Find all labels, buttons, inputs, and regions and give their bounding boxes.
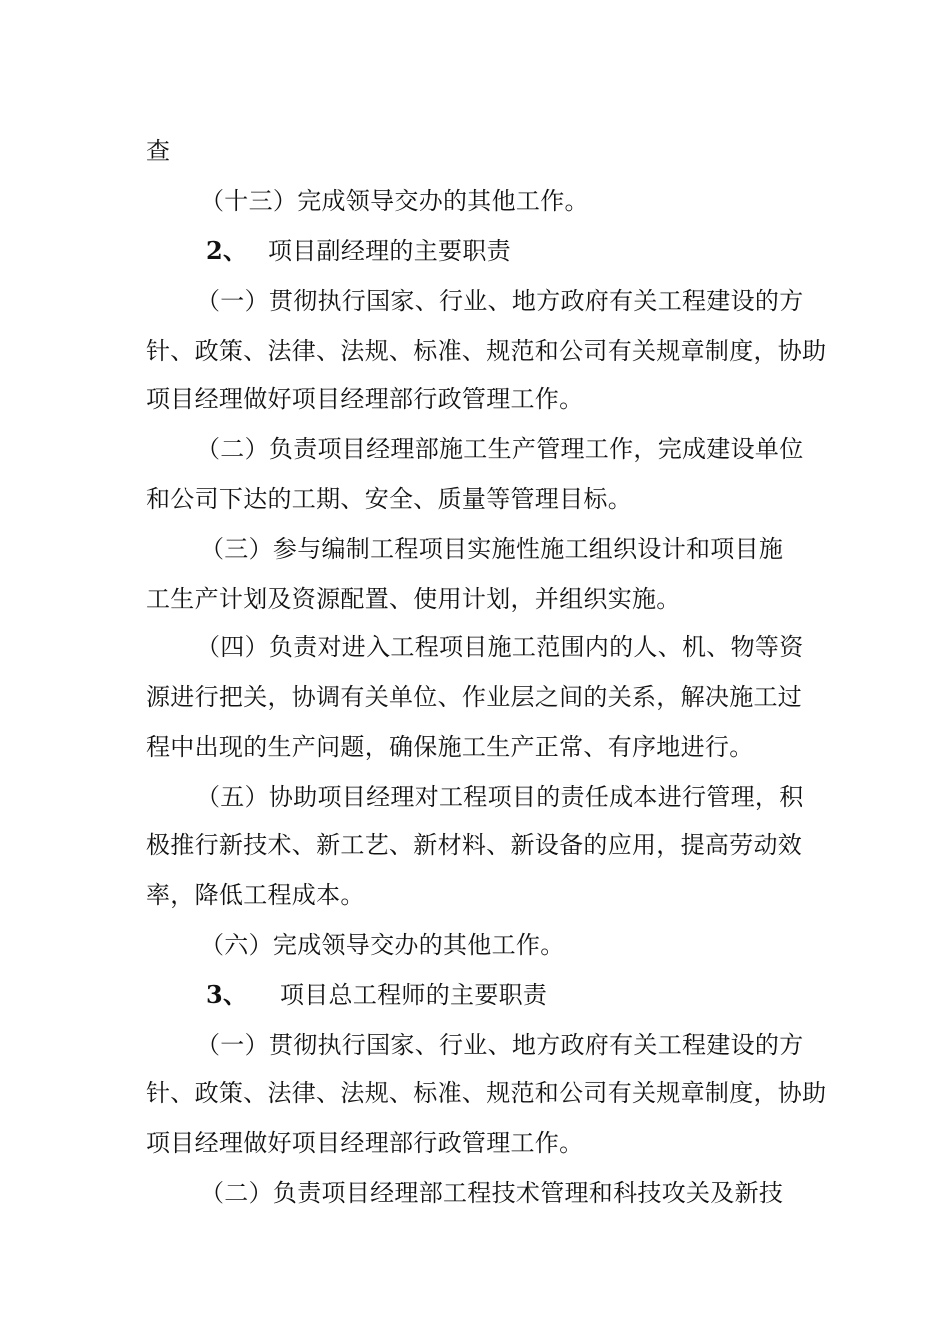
section-title: 项目副经理的主要职责 <box>267 237 511 265</box>
text-line: （六）完成领导交办的其他工作。 <box>200 931 565 959</box>
text-line: 和公司下达的工期、安全、质量等管理目标。 <box>146 485 632 513</box>
text-line: 项目经理做好项目经理部行政管理工作。 <box>146 385 584 413</box>
text-line: （五）协助项目经理对工程项目的责任成本进行管理，积 <box>196 783 804 811</box>
text-line: 查 <box>146 137 171 165</box>
text-line: 程中出现的生产问题，确保施工生产正常、有序地进行。 <box>146 733 754 761</box>
text-line: 工生产计划及资源配置、使用计划，并组织实施。 <box>146 585 681 613</box>
text-line: 针、政策、法律、法规、标准、规范和公司有关规章制度，协助 <box>146 337 827 365</box>
text-line: （一）贯彻执行国家、行业、地方政府有关工程建设的方 <box>196 1031 804 1059</box>
section-heading <box>206 236 806 266</box>
text-line: （三）参与编制工程项目实施性施工组织设计和项目施 <box>200 535 784 563</box>
section-number: 2、 <box>206 236 248 265</box>
text-line: 项目经理做好项目经理部行政管理工作。 <box>146 1129 584 1157</box>
text-line: （二）负责项目经理部施工生产管理工作，完成建设单位 <box>196 435 804 463</box>
text-line: （一）贯彻执行国家、行业、地方政府有关工程建设的方 <box>196 287 804 315</box>
section-heading <box>206 980 806 1010</box>
text-line: 针、政策、法律、法规、标准、规范和公司有关规章制度，协助 <box>146 1079 827 1107</box>
text-line: （二）负责项目经理部工程技术管理和科技攻关及新技 <box>200 1179 784 1207</box>
text-line: （四）负责对进入工程项目施工范围内的人、机、物等资 <box>196 633 804 661</box>
section-title: 项目总工程师的主要职责 <box>279 981 548 1009</box>
text-line: 源进行把关，协调有关单位、作业层之间的关系，解决施工过 <box>146 683 803 711</box>
section-number: 3、 <box>206 980 248 1009</box>
text-line: 极推行新技术、新工艺、新材料、新设备的应用，提高劳动效 <box>146 831 803 859</box>
text-line: （十三）完成领导交办的其他工作。 <box>200 187 589 215</box>
text-line: 率，降低工程成本。 <box>146 881 365 909</box>
